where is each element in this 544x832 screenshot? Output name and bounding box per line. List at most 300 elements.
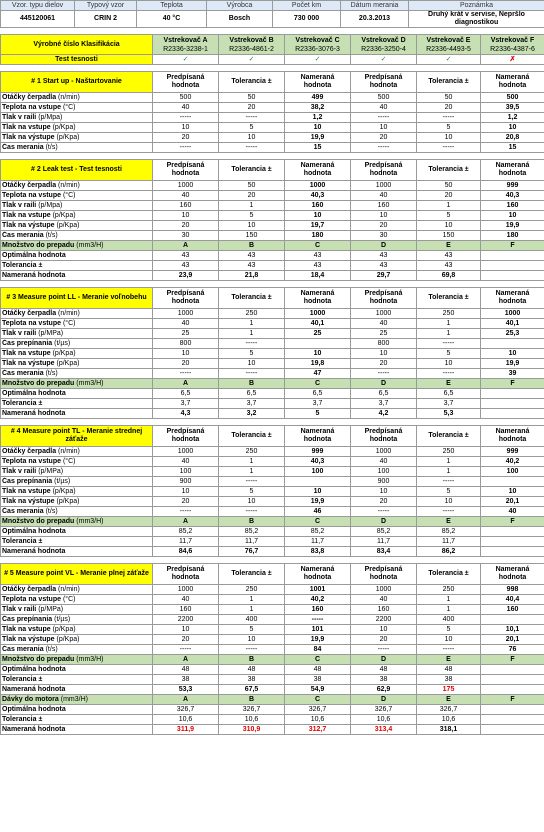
value-cell: 25: [153, 329, 219, 339]
value-cell: 5: [417, 211, 481, 221]
row-label-unit: (p/MPa): [38, 467, 64, 475]
data-row: [1, 103, 544, 113]
optimal-label: Optimálna hodnota: [1, 527, 153, 537]
row-label: [1, 447, 153, 457]
value-cell: 40: [153, 595, 219, 605]
measured-value: 67,5: [219, 685, 285, 695]
value-cell: 25,3: [481, 329, 544, 339]
section-header-row: [1, 72, 544, 93]
injector-letter: D: [351, 517, 417, 527]
value-cell: 10: [351, 123, 417, 133]
header-value: 40 °C: [137, 11, 207, 28]
tolerance-value: 10,6: [351, 715, 417, 725]
column-header: Nameraná hodnota: [285, 564, 351, 585]
data-row: [1, 605, 544, 615]
row-label-text: Teplota na vstupe: [2, 103, 61, 111]
data-row: [1, 211, 544, 221]
measured-label: Nameraná hodnota: [1, 685, 153, 695]
tolerance-value: [481, 399, 544, 409]
optimal-value: 85,2: [285, 527, 351, 537]
value-cell: 5: [219, 349, 285, 359]
value-cell: 900: [351, 477, 417, 487]
measured-label: Nameraná hodnota: [1, 271, 153, 281]
row-label: [1, 191, 153, 201]
value-cell: 40: [351, 319, 417, 329]
data-row: [1, 369, 544, 379]
optimal-value: 6,5: [417, 389, 481, 399]
tolerance-value: 10,6: [285, 715, 351, 725]
value-cell: 1: [417, 467, 481, 477]
injector-letter: B: [219, 517, 285, 527]
measured-value: 312,7: [285, 725, 351, 735]
value-cell: 10: [481, 487, 544, 497]
injector-letter: F: [481, 655, 544, 665]
measured-value: 69,8: [417, 271, 481, 281]
test-label: Test tesnosti: [1, 55, 153, 65]
value-cell: -----: [417, 369, 481, 379]
measured-value: 311,9: [153, 725, 219, 735]
value-cell: 10: [417, 497, 481, 507]
injector-letter: F: [481, 517, 544, 527]
value-cell: 10: [417, 359, 481, 369]
value-cell: -----: [219, 339, 285, 349]
row-label-text: Otáčky čerpadla: [2, 181, 57, 189]
value-cell: 20: [417, 103, 481, 113]
row-label-text: Otáčky čerpadla: [2, 93, 57, 101]
quantity-label: [1, 695, 153, 705]
value-cell: 5: [219, 211, 285, 221]
header-label: Dátum merania: [341, 1, 409, 11]
tolerance-value: 38: [153, 675, 219, 685]
value-cell: 20: [351, 497, 417, 507]
value-cell: 40: [351, 103, 417, 113]
value-cell: 40,3: [285, 191, 351, 201]
column-header: Tolerancia ±: [219, 288, 285, 309]
data-row: [1, 447, 544, 457]
value-cell: 160: [351, 201, 417, 211]
measured-value: 5: [285, 409, 351, 419]
measured-value: 4,3: [153, 409, 219, 419]
value-cell: 800: [153, 339, 219, 349]
column-header: Nameraná hodnota: [285, 426, 351, 447]
value-cell: 10: [417, 221, 481, 231]
injector-letter: C: [285, 379, 351, 389]
row-label: [1, 349, 153, 359]
data-row: [1, 309, 544, 319]
injector-name: Vstrekovač E: [426, 36, 471, 44]
row-label: [1, 595, 153, 605]
value-cell: [481, 615, 544, 625]
value-cell: 1: [219, 467, 285, 477]
value-cell: 500: [481, 93, 544, 103]
optimal-value: 6,5: [153, 389, 219, 399]
value-cell: 2200: [153, 615, 219, 625]
value-cell: 15: [481, 143, 544, 153]
tolerance-value: 3,7: [219, 399, 285, 409]
value-cell: 1000: [153, 309, 219, 319]
column-header: Tolerancia ±: [219, 160, 285, 181]
data-row: [1, 645, 544, 655]
tolerance-value: 11,7: [285, 537, 351, 547]
row-label: [1, 477, 153, 487]
value-cell: 999: [285, 447, 351, 457]
injector-letter: D: [351, 695, 417, 705]
value-cell: 10: [285, 211, 351, 221]
row-label-text: Čas merania: [2, 143, 44, 151]
column-header: Nameraná hodnota: [481, 160, 544, 181]
tolerance-value: [481, 537, 544, 547]
section-header-row: [1, 160, 544, 181]
injector-serial: R2336-4861-2: [229, 45, 274, 53]
value-cell: 20: [219, 103, 285, 113]
value-cell: -----: [219, 369, 285, 379]
data-row: [1, 497, 544, 507]
row-label: [1, 585, 153, 595]
value-cell: 10: [285, 123, 351, 133]
value-cell: 1: [219, 605, 285, 615]
tolerance-value: [481, 715, 544, 725]
section-title: # 4 Measure point TL - Meranie strednej záťaže: [1, 426, 153, 447]
tolerance-row: [1, 399, 544, 409]
row-label: [1, 507, 153, 517]
value-cell: 40: [351, 457, 417, 467]
value-cell: 900: [153, 477, 219, 487]
row-label: [1, 123, 153, 133]
value-cell: 76: [481, 645, 544, 655]
column-header: Nameraná hodnota: [285, 72, 351, 93]
tolerance-value: 43: [285, 261, 351, 271]
value-cell: 1: [417, 605, 481, 615]
value-cell: 40: [481, 507, 544, 517]
row-label-text: Čas merania: [2, 645, 44, 653]
row-label-unit: (t/s): [45, 645, 58, 653]
row-label-unit: (t/µs): [54, 615, 71, 623]
value-cell: 20,1: [481, 635, 544, 645]
value-cell: -----: [219, 477, 285, 487]
value-cell: 1: [417, 329, 481, 339]
injector-serial: R2336-3238-1: [163, 45, 208, 53]
classification-label: Výrobné číslo Klasifikácia: [1, 35, 153, 55]
row-label-unit: (p/Mpa): [38, 113, 63, 121]
value-cell: -----: [219, 507, 285, 517]
data-row: [1, 181, 544, 191]
injector-letter: C: [285, 695, 351, 705]
injector-name: Vstrekovač B: [229, 36, 274, 44]
value-cell: -----: [153, 507, 219, 517]
measured-value: 318,1: [417, 725, 481, 735]
tolerance-label: Tolerancia ±: [1, 537, 153, 547]
value-cell: 10: [481, 349, 544, 359]
injector-letter: B: [219, 655, 285, 665]
row-label: [1, 457, 153, 467]
value-cell: -----: [153, 143, 219, 153]
measured-value: 175: [417, 685, 481, 695]
column-header: Predpísaná hodnota: [153, 288, 219, 309]
value-cell: 1000: [153, 181, 219, 191]
spacer-row: [1, 281, 544, 288]
column-header: Predpísaná hodnota: [351, 72, 417, 93]
value-cell: 100: [285, 467, 351, 477]
optimal-value: 43: [219, 251, 285, 261]
column-header: Predpísaná hodnota: [153, 426, 219, 447]
value-cell: 19,9: [481, 359, 544, 369]
optimal-value: 48: [351, 665, 417, 675]
optimal-value: [481, 705, 544, 715]
column-header: Tolerancia ±: [417, 564, 481, 585]
measured-value: [481, 271, 544, 281]
value-cell: -----: [153, 369, 219, 379]
row-label: [1, 201, 153, 211]
value-cell: 40: [153, 103, 219, 113]
row-label-text: Tlak na výstupe: [2, 635, 55, 643]
check-mark-icon: ✓: [417, 55, 481, 65]
value-cell: 25: [285, 329, 351, 339]
measured-row: [1, 725, 544, 735]
row-label-unit: (°C): [62, 103, 76, 111]
row-label-unit: (p/Kpa): [56, 497, 80, 505]
quantity-label-text: Množstvo do prepadu: [2, 655, 75, 663]
row-label-unit: (t/s): [45, 507, 58, 515]
optimal-label: Optimálna hodnota: [1, 665, 153, 675]
value-cell: 250: [417, 309, 481, 319]
value-cell: 40: [351, 191, 417, 201]
quantity-label: [1, 655, 153, 665]
header-value: CRIN 2: [75, 11, 137, 28]
row-label-unit: (p/MPa): [38, 329, 64, 337]
value-cell: 15: [285, 143, 351, 153]
row-label-unit: (°C): [62, 595, 76, 603]
value-cell: 20: [153, 635, 219, 645]
value-cell: 160: [351, 605, 417, 615]
optimal-label: Optimálna hodnota: [1, 705, 153, 715]
quantity-label: [1, 517, 153, 527]
value-cell: 100: [153, 467, 219, 477]
optimal-value: 85,2: [219, 527, 285, 537]
value-cell: 20: [153, 221, 219, 231]
optimal-value: 6,5: [351, 389, 417, 399]
tolerance-value: 43: [417, 261, 481, 271]
measured-label: Nameraná hodnota: [1, 725, 153, 735]
optimal-value: 6,5: [219, 389, 285, 399]
value-cell: 400: [417, 615, 481, 625]
value-cell: 19,9: [285, 635, 351, 645]
row-label: [1, 181, 153, 191]
check-mark-icon: ✓: [153, 55, 219, 65]
row-label-text: Tlak na výstupe: [2, 497, 55, 505]
value-cell: 1: [417, 457, 481, 467]
optimal-value: 43: [417, 251, 481, 261]
value-cell: 250: [219, 585, 285, 595]
value-cell: [481, 339, 544, 349]
quantity-label-unit: (mm3/H): [76, 517, 104, 525]
data-row: [1, 221, 544, 231]
value-cell: 180: [481, 231, 544, 241]
injector-serial: R2336-3250-4: [361, 45, 406, 53]
measured-value: [481, 547, 544, 557]
row-label: [1, 143, 153, 153]
row-label-unit: (t/µs): [54, 477, 71, 485]
column-header: Predpísaná hodnota: [153, 564, 219, 585]
value-cell: 1: [219, 329, 285, 339]
data-row: [1, 467, 544, 477]
spacer-row: [1, 65, 544, 72]
value-cell: -----: [219, 113, 285, 123]
quantity-label-unit: (mm3/H): [76, 655, 104, 663]
header-value: 730 000: [273, 11, 341, 28]
row-label-text: Čas prepínania: [2, 615, 53, 623]
row-label-text: Čas prepínania: [2, 477, 53, 485]
optimal-value: 326,7: [153, 705, 219, 715]
header-label: Počet km: [273, 1, 341, 11]
data-row: [1, 191, 544, 201]
injector-letter: B: [219, 241, 285, 251]
optimal-value: 326,7: [351, 705, 417, 715]
value-cell: 499: [285, 93, 351, 103]
row-label-unit: (n/min): [58, 309, 80, 317]
header-label: Teplota: [137, 1, 207, 11]
injector-letter: A: [153, 655, 219, 665]
data-row: [1, 93, 544, 103]
value-cell: 100: [481, 467, 544, 477]
injector-header: [481, 35, 544, 55]
row-label-unit: (n/min): [58, 93, 80, 101]
value-cell: 1: [417, 319, 481, 329]
value-cell: 40,4: [481, 595, 544, 605]
column-header: Tolerancia ±: [417, 426, 481, 447]
measured-value: 4,2: [351, 409, 417, 419]
data-row: [1, 457, 544, 467]
value-cell: 19,7: [285, 221, 351, 231]
tolerance-value: [481, 675, 544, 685]
section-title: # 2 Leak test - Test tesnosti: [1, 160, 153, 181]
row-label-text: Čas merania: [2, 507, 44, 515]
row-label-unit: (p/Kpa): [52, 123, 76, 131]
measured-value: 3,2: [219, 409, 285, 419]
row-label: [1, 103, 153, 113]
value-cell: 20,8: [481, 133, 544, 143]
value-cell: 20: [351, 133, 417, 143]
measured-value: 83,4: [351, 547, 417, 557]
value-cell: 50: [219, 93, 285, 103]
optimal-value: 85,2: [351, 527, 417, 537]
column-header: Tolerancia ±: [417, 160, 481, 181]
column-header: Predpísaná hodnota: [351, 426, 417, 447]
data-row: [1, 625, 544, 635]
tolerance-row: [1, 675, 544, 685]
optimal-label: Optimálna hodnota: [1, 389, 153, 399]
spacer-row: [1, 419, 544, 426]
measured-value: 5,3: [417, 409, 481, 419]
optimal-value: 48: [417, 665, 481, 675]
header-table: [0, 0, 544, 28]
tolerance-value: 43: [351, 261, 417, 271]
quantity-label-text: Dávky do motora: [2, 695, 59, 703]
row-label-unit: (p/Kpa): [56, 359, 80, 367]
value-cell: 160: [153, 605, 219, 615]
value-cell: 1,2: [285, 113, 351, 123]
measured-value: 53,3: [153, 685, 219, 695]
optimal-value: 43: [351, 251, 417, 261]
injector-letter: D: [351, 655, 417, 665]
row-label: [1, 615, 153, 625]
value-cell: 1000: [153, 447, 219, 457]
optimal-row: [1, 251, 544, 261]
data-row: [1, 339, 544, 349]
row-label-text: Otáčky čerpadla: [2, 309, 57, 317]
value-cell: 47: [285, 369, 351, 379]
header-value: Druhý krát v servise, Nepršlo diagnostikou: [409, 11, 544, 28]
row-label-unit: (p/Kpa): [52, 625, 76, 633]
injector-serial: R2336-3076-3: [295, 45, 340, 53]
injector-letter: D: [351, 379, 417, 389]
tolerance-value: 38: [219, 675, 285, 685]
injector-letter: C: [285, 517, 351, 527]
measured-value: 313,4: [351, 725, 417, 735]
measured-value: 29,7: [351, 271, 417, 281]
value-cell: 1,2: [481, 113, 544, 123]
fail-mark-icon: ✗: [481, 55, 544, 65]
row-label: [1, 329, 153, 339]
measured-value: 86,2: [417, 547, 481, 557]
row-label-text: Čas merania: [2, 231, 44, 239]
row-label-text: Teplota na vstupe: [2, 319, 61, 327]
value-cell: 998: [481, 585, 544, 595]
tolerance-value: 3,7: [351, 399, 417, 409]
row-label: [1, 93, 153, 103]
quantity-label-text: Množstvo do prepadu: [2, 241, 75, 249]
row-label-unit: (n/min): [58, 181, 80, 189]
value-cell: 150: [219, 231, 285, 241]
value-cell: 250: [219, 447, 285, 457]
row-label-text: Tlak na vstupe: [2, 487, 51, 495]
measured-label: Nameraná hodnota: [1, 409, 153, 419]
value-cell: -----: [417, 477, 481, 487]
row-label-text: Tlak na vstupe: [2, 349, 51, 357]
value-cell: 5: [417, 123, 481, 133]
injector-letter: C: [285, 241, 351, 251]
value-cell: 40: [153, 319, 219, 329]
injector-letter: B: [219, 379, 285, 389]
column-header: Tolerancia ±: [417, 288, 481, 309]
injector-letter: E: [417, 655, 481, 665]
row-label-unit: (°C): [62, 319, 76, 327]
quantity-letters-row: [1, 241, 544, 251]
value-cell: 5: [417, 625, 481, 635]
value-cell: 10: [219, 497, 285, 507]
measurement-table: [0, 28, 544, 735]
value-cell: 1000: [285, 181, 351, 191]
column-header: Tolerancia ±: [219, 564, 285, 585]
leak-test-row: [1, 55, 544, 65]
value-cell: 40,3: [285, 457, 351, 467]
value-cell: 160: [481, 201, 544, 211]
data-row: [1, 507, 544, 517]
column-header: Nameraná hodnota: [481, 426, 544, 447]
row-label-text: Tlak na výstupe: [2, 359, 55, 367]
value-cell: -----: [153, 645, 219, 655]
row-label-text: Tlak na vstupe: [2, 625, 51, 633]
row-label-text: Čas prepínania: [2, 339, 53, 347]
row-label-text: Tlak na výstupe: [2, 221, 55, 229]
value-cell: 10: [153, 487, 219, 497]
row-label: [1, 339, 153, 349]
value-cell: 10,1: [481, 625, 544, 635]
data-row: [1, 123, 544, 133]
value-cell: -----: [219, 645, 285, 655]
row-label-text: Tlak v raili: [2, 605, 37, 613]
value-cell: 10: [219, 359, 285, 369]
value-cell: 10: [351, 625, 417, 635]
